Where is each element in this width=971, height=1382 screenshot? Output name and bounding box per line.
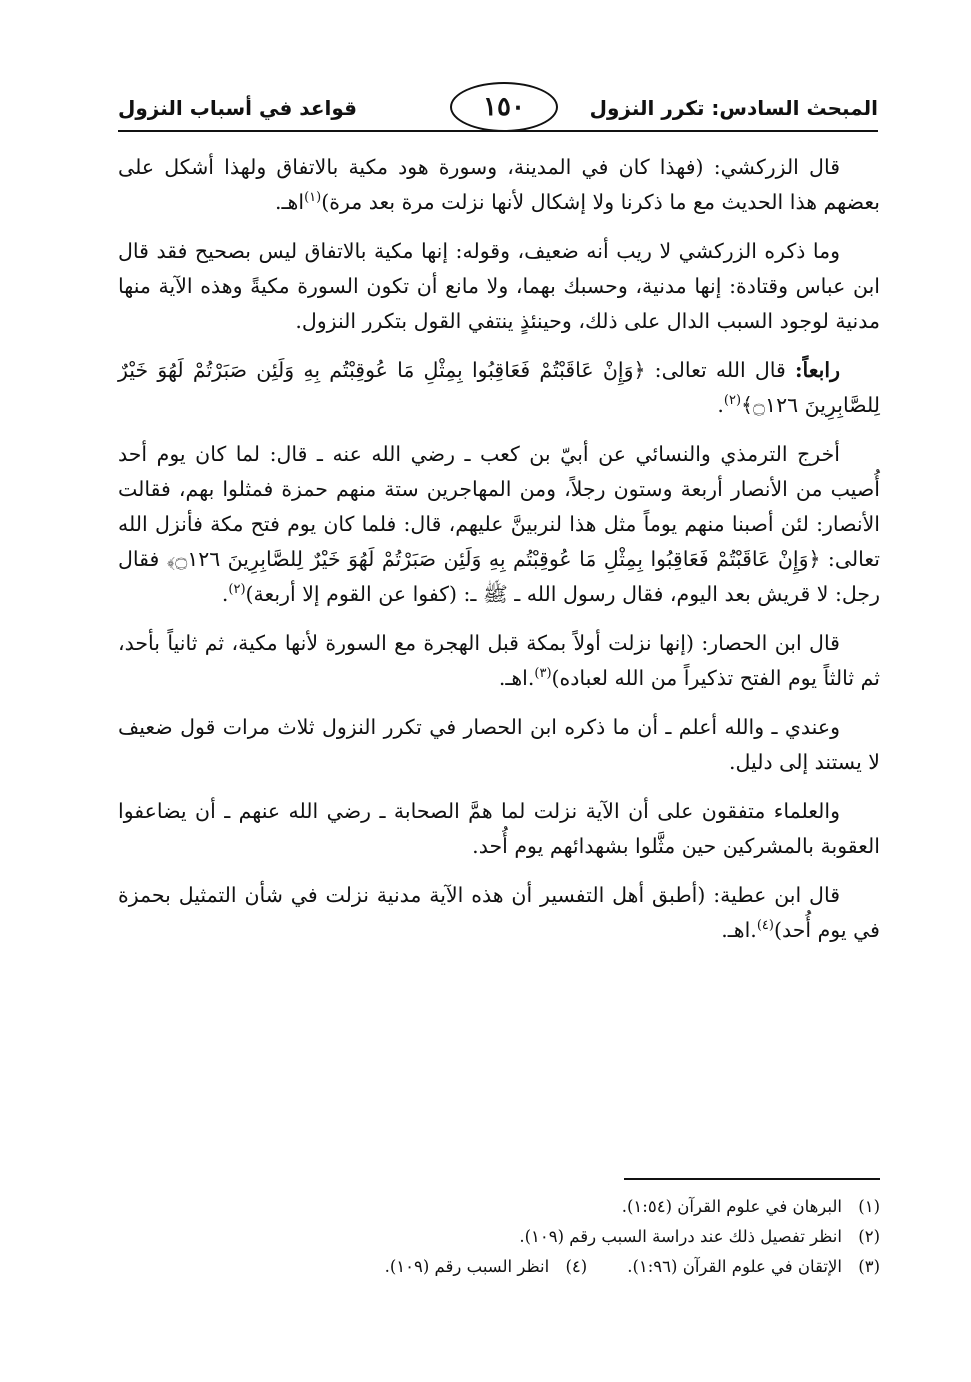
paragraph-8: قال ابن عطية: (أطبق أهل التفسير أن هذه الآية مدنية نزلت في شأن التمثيل بحمزة في يوم أُحد)$^{(٤)}$.اهـ. (118, 883, 880, 942)
footnote-ref: (٣) (534, 666, 552, 682)
page-header (118, 78, 878, 134)
section-lead: رابعاً: (794, 358, 840, 382)
paragraph-1: قال الزركشي: (فهذا كان في المدينة، وسورة هود مكية بالاتفاق ولهذا أشكل على بعضهم هذا الحديث مع ما ذكرنا ولا إشكال لأنها نزلت مرة بعد مرة)$^{(١)}$اهـ. (118, 155, 880, 214)
section-title: المبحث السادس: تكرر النزول (589, 96, 878, 120)
book-title: قواعد في أسباب النزول (118, 96, 357, 120)
paragraph-2: وما ذكره الزركشي لا ريب أنه ضعيف، وقوله: إنها مكية بالاتفاق ليس بصحيح فقد قال ابن عباس وقتادة: إنها مدنية، وحسبك بهما، ولا مانع أن تكون السورة مكيةً وهذه الآية منها مدنية لوجود السبب الدال على ذلك، وحينئذٍ ينتفي القول بتكرر النزول. (118, 239, 880, 333)
footnote-1: (١)البرهان في علوم القرآن (١:٥٤). (621, 1197, 880, 1216)
main-text (118, 150, 880, 962)
footnotes (118, 1178, 880, 1282)
footnote-ref: (٤) (756, 918, 774, 934)
page-number: ١٥٠ (450, 82, 558, 132)
paragraph-6: وعندي ـ والله أعلم ـ أن ما ذكره ابن الحصار في تكرر النزول ثلاث مرات قول ضعيف لا يستند إلى دليل. (118, 715, 880, 774)
header-rule (118, 130, 878, 132)
footnote-ref: (٢) (723, 393, 742, 409)
paragraph-3: رابعاً: قال الله تعالى: ﴿وَإِنْ عَاقَبْتُمْ فَعَاقِبُوا بِمِثْلِ مَا عُوقِبْتُم بِهِ وَلَئِن صَبَرْتُمْ لَهُوَ خَيْرٌ لِلصَّابِرِينَ ۝١٢٦﴾$^{(٢)}$. (118, 358, 880, 417)
quran-verse: قال الله تعالى: ﴿وَإِنْ عَاقَبْتُمْ فَعَاقِبُوا بِمِثْلِ مَا عُوقِبْتُم بِهِ وَلَئِن صَبَرْتُمْ لَهُوَ خَيْرٌ لِلصَّابِرِينَ ۝١٢٦﴾ (118, 358, 880, 417)
paragraph-7: والعلماء متفقون على أن الآية نزلت لما همَّ الصحابة ـ رضي الله عنهم ـ أن يضاعفوا العقوبة بالمشركين حين مثَّلوا بشهدائهم يوم أُحد. (118, 799, 880, 858)
footnote-ref: (٢) (228, 582, 246, 598)
paragraph-4: أخرج الترمذي والنسائي عن أبيّ بن كعب ـ رضي الله عنه ـ قال: لما كان يوم أحد أُصيب من الأنصار أربعة وستون رجلاً، ومن المهاجرين ستة منهم حمزة فمثلوا بهم، فقالت الأنصار: لئن أصبنا منهم يوماً مثل هذا لنربينَّ عليهم، قال: فلما كان يوم فتح مكة فأنزل الله تعالى: ﴿وَإِنْ عَاقَبْتُمْ فَعَاقِبُوا بِمِثْلِ مَا عُوقِبْتُم بِهِ وَلَئِن صَبَرْتُمْ لَهُوَ خَيْرٌ لِلصَّابِرِينَ ۝١٢٦﴾ فقال رجل: لا قريش بعد اليوم، فقال رسول الله ـ ﷺ ـ: (كفوا عن القوم إلا أربعة)$^{(٢)}$. (118, 442, 881, 606)
footnote-3-4: (٣)الإتقان في علوم القرآن (١:٩٦).(٤)انظر السبب رقم (١٠٩). (384, 1257, 880, 1276)
footnote-2: (٢)انظر تفصيل ذلك عند دراسة السبب رقم (١٠٩). (519, 1227, 880, 1246)
footnote-rule (624, 1178, 880, 1180)
footnote-ref: (١) (304, 190, 322, 206)
paragraph-5: قال ابن الحصار: (إنها نزلت أولاً بمكة قبل الهجرة مع السورة لأنها مكية، ثم ثانياً بأحد، ثم ثالثاً يوم الفتح تذكيراً من الله لعباده)$^{(٣)}$.اهـ. (118, 631, 880, 690)
